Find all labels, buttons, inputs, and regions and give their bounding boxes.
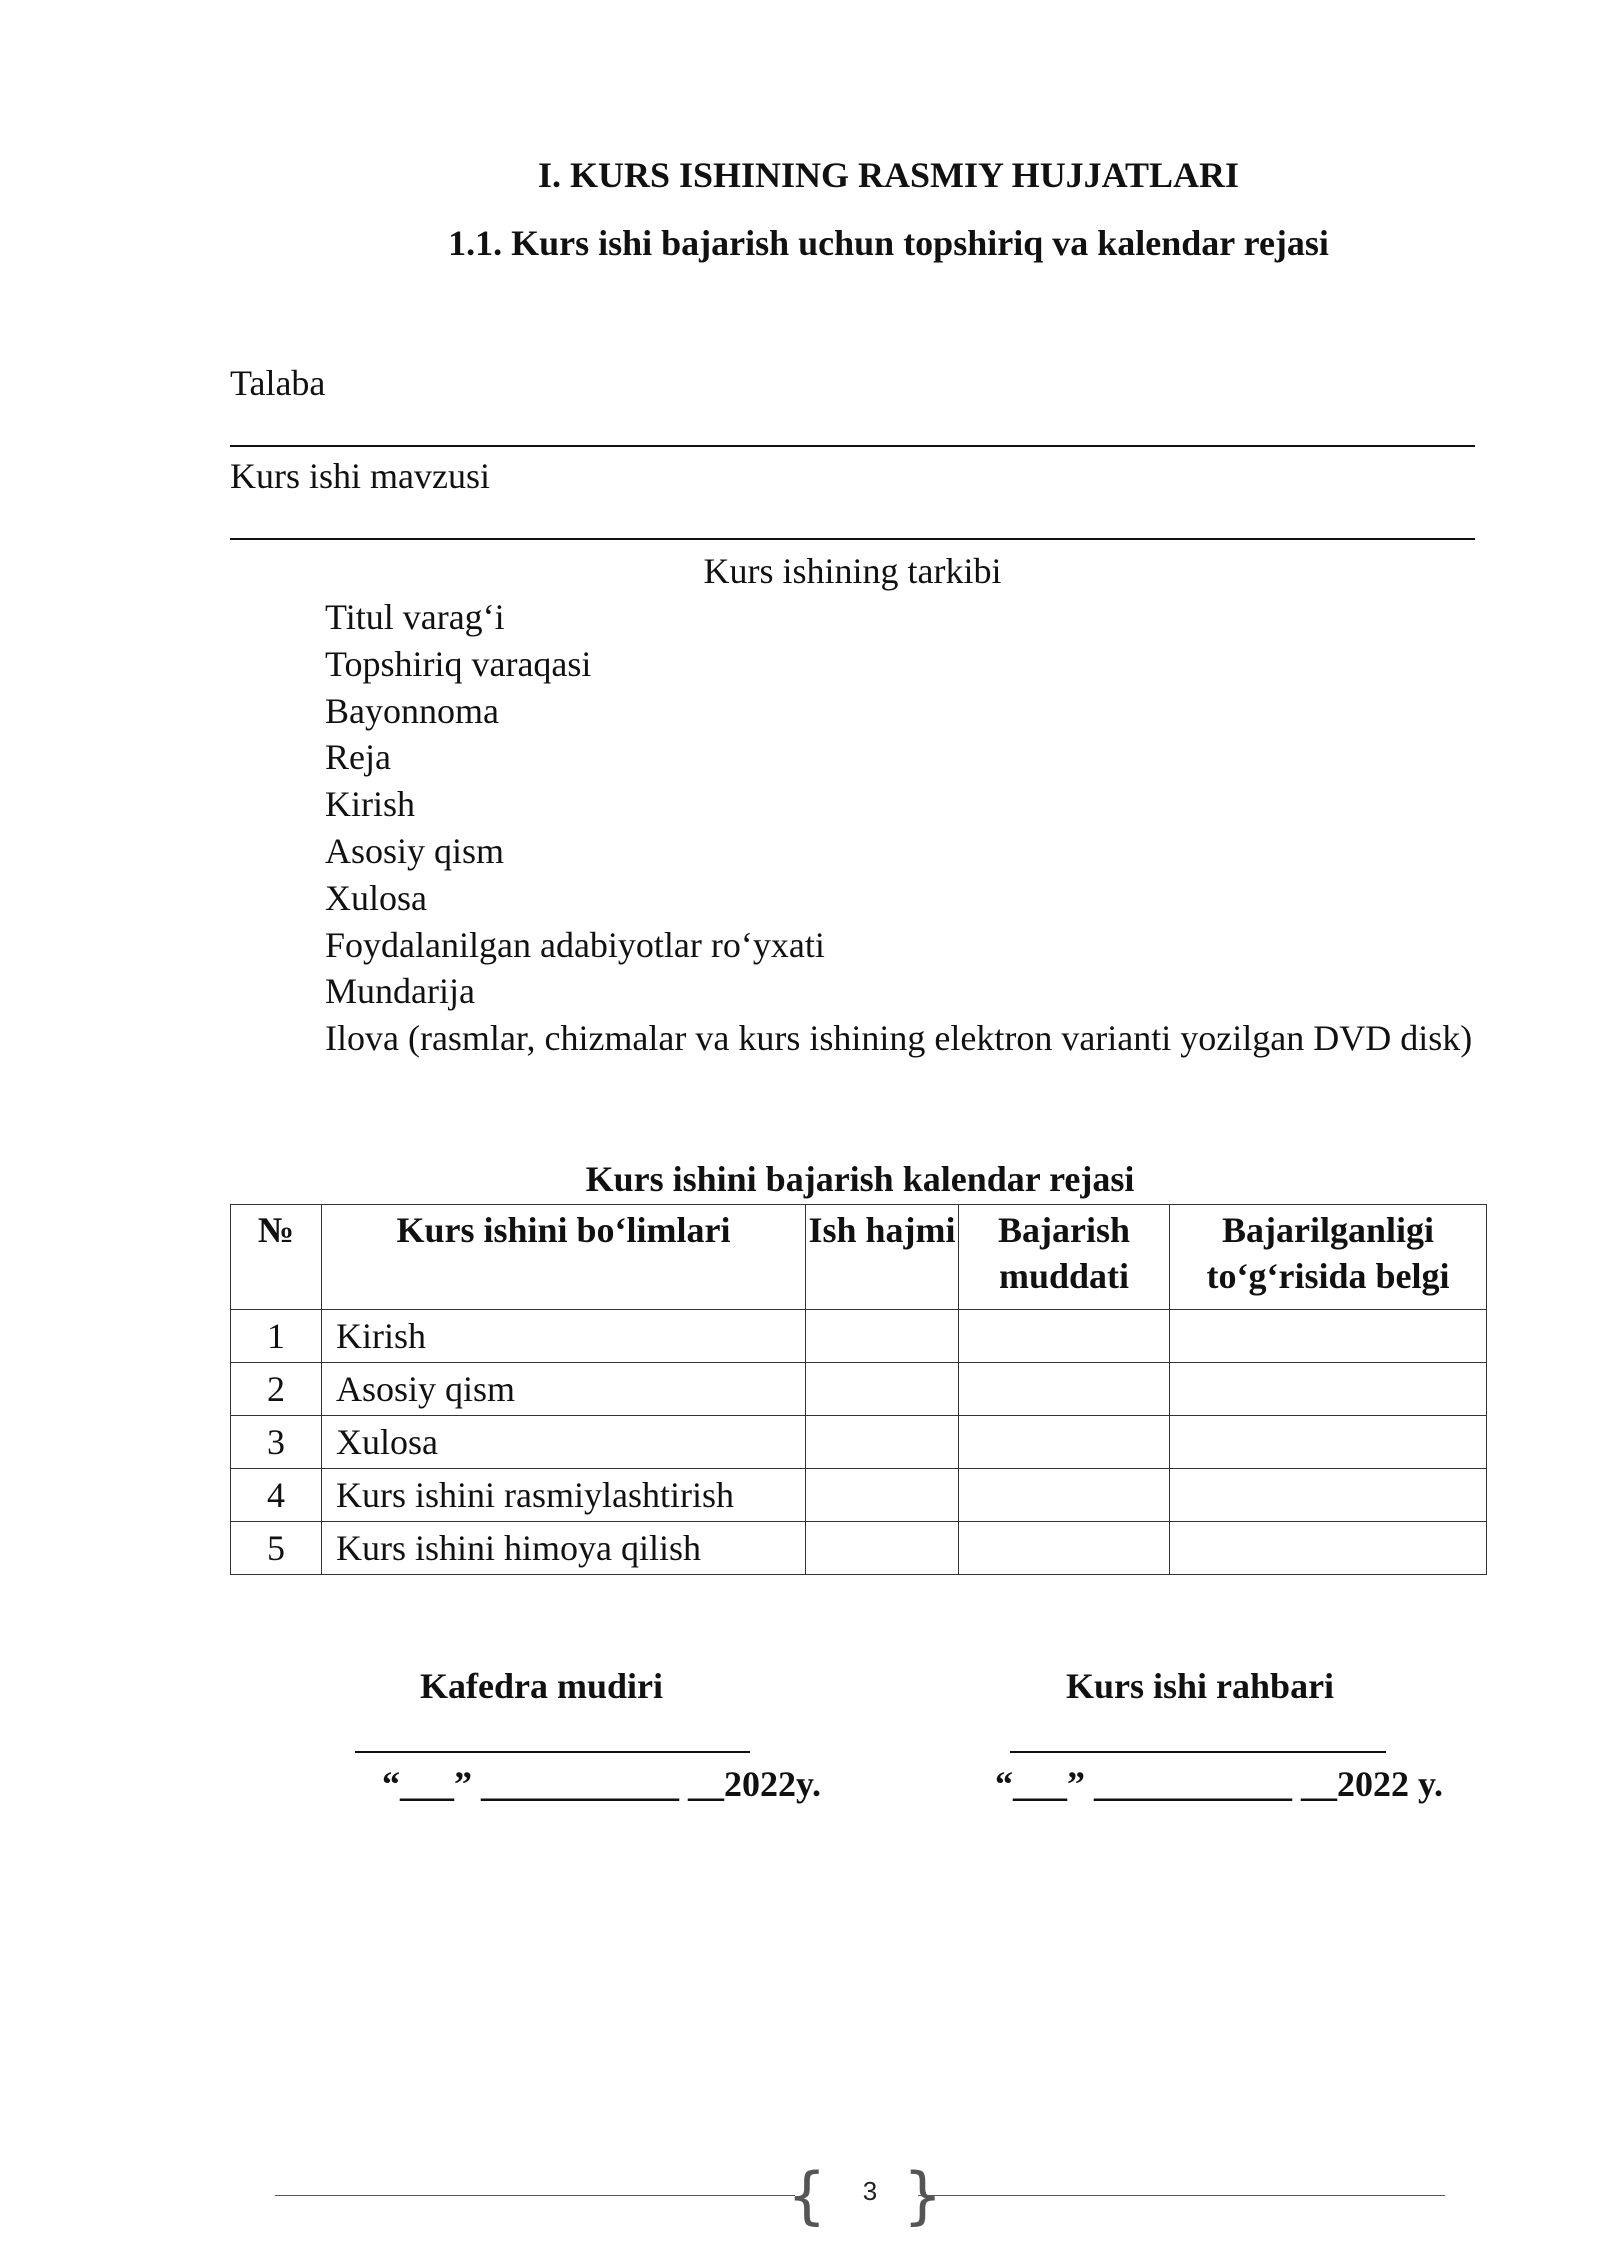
- row-workload-cell[interactable]: [806, 1469, 959, 1522]
- row-workload-cell[interactable]: [806, 1416, 959, 1469]
- column-header-deadline: Bajarish muddati: [959, 1205, 1170, 1310]
- department-head-date: “___” ___________ __2022y.: [382, 1764, 822, 1804]
- plan-heading: Kurs ishini bajarish kalendar rejasi: [585, 1159, 1135, 1199]
- page-number: 3: [862, 2176, 878, 2206]
- contents-item: Asosiy qism: [325, 830, 505, 871]
- table-row: [231, 1363, 1487, 1416]
- column-header-number: №: [231, 1205, 322, 1310]
- right-bracket-icon: }: [903, 2159, 943, 2232]
- contents-item: Xulosa: [325, 877, 427, 918]
- department-head-signature-line: [355, 1751, 750, 1753]
- topic-label: Kurs ishi mavzusi: [230, 456, 490, 496]
- row-mark-cell[interactable]: [1170, 1522, 1487, 1575]
- row-deadline-cell[interactable]: [959, 1522, 1170, 1575]
- contents-item: Ilova (rasmlar, chizmalar va kurs ishining elektron varianti yozilgan DVD disk): [325, 1018, 1473, 1059]
- contents-list: [325, 594, 1485, 1062]
- table-header-row: [231, 1205, 1487, 1310]
- contents-item: Titul varag‘i: [325, 597, 505, 637]
- row-number: 3: [231, 1416, 322, 1469]
- row-workload-cell[interactable]: [806, 1363, 959, 1416]
- row-section-name: Asosiy qism: [322, 1363, 806, 1416]
- contents-item: Bayonnoma: [325, 690, 499, 731]
- column-header-workload: Ish hajmi: [806, 1205, 959, 1310]
- row-number: 5: [231, 1522, 322, 1575]
- row-deadline-cell[interactable]: [959, 1363, 1170, 1416]
- row-section-name: Kurs ishini rasmiylashtirish: [322, 1469, 806, 1522]
- row-section-name: Xulosa: [322, 1416, 806, 1469]
- row-mark-cell[interactable]: [1170, 1363, 1487, 1416]
- row-mark-cell[interactable]: [1170, 1469, 1487, 1522]
- row-workload-cell[interactable]: [806, 1310, 959, 1363]
- row-mark-cell[interactable]: [1170, 1416, 1487, 1469]
- row-mark-cell[interactable]: [1170, 1310, 1487, 1363]
- table-row: [231, 1522, 1487, 1575]
- table-row: [231, 1416, 1487, 1469]
- topic-line: [230, 538, 1475, 540]
- row-section-name: Kurs ishini himoya qilish: [322, 1522, 806, 1575]
- contents-item: Foydalanilgan adabiyotlar ro‘yxati: [325, 924, 825, 965]
- table-row: [231, 1469, 1487, 1522]
- contents-heading: Kurs ishining tarkibi: [703, 551, 1002, 591]
- column-header-completion-mark: Bajarilganligi to‘g‘risida belgi: [1170, 1205, 1487, 1310]
- column-header-sections: Kurs ishini bo‘limlari: [322, 1205, 806, 1310]
- supervisor-date: “___” ___________ __2022 y.: [995, 1764, 1444, 1804]
- row-workload-cell[interactable]: [806, 1522, 959, 1575]
- contents-item: Reja: [325, 737, 391, 778]
- row-deadline-cell[interactable]: [959, 1310, 1170, 1363]
- contents-item: Kirish: [325, 784, 415, 825]
- contents-item: Topshiriq varaqasi: [325, 643, 592, 684]
- row-number: 1: [231, 1310, 322, 1363]
- calendar-plan-table: [230, 1204, 1487, 1575]
- row-number: 4: [231, 1469, 322, 1522]
- row-number: 2: [231, 1363, 322, 1416]
- contents-item: Mundarija: [325, 971, 475, 1012]
- row-section-name: Kirish: [322, 1310, 806, 1363]
- row-deadline-cell[interactable]: [959, 1416, 1170, 1469]
- student-label: Talaba: [230, 363, 326, 403]
- left-bracket-icon: {: [787, 2159, 827, 2232]
- supervisor-title: Kurs ishi rahbari: [1066, 1666, 1335, 1706]
- subsection-title: 1.1. Kurs ishi bajarish uchun topshiriq va kalendar rejasi: [448, 223, 1329, 263]
- row-deadline-cell[interactable]: [959, 1469, 1170, 1522]
- student-line: [230, 445, 1475, 447]
- footer-rule-right: [918, 2195, 1445, 2196]
- supervisor-signature-line: [1010, 1751, 1386, 1753]
- footer-rule-left: [275, 2195, 795, 2196]
- table-row: [231, 1310, 1487, 1363]
- department-head-title: Kafedra mudiri: [420, 1666, 663, 1706]
- section-title: I. KURS ISHINING RASMIY HUJJATLARI: [537, 155, 1240, 195]
